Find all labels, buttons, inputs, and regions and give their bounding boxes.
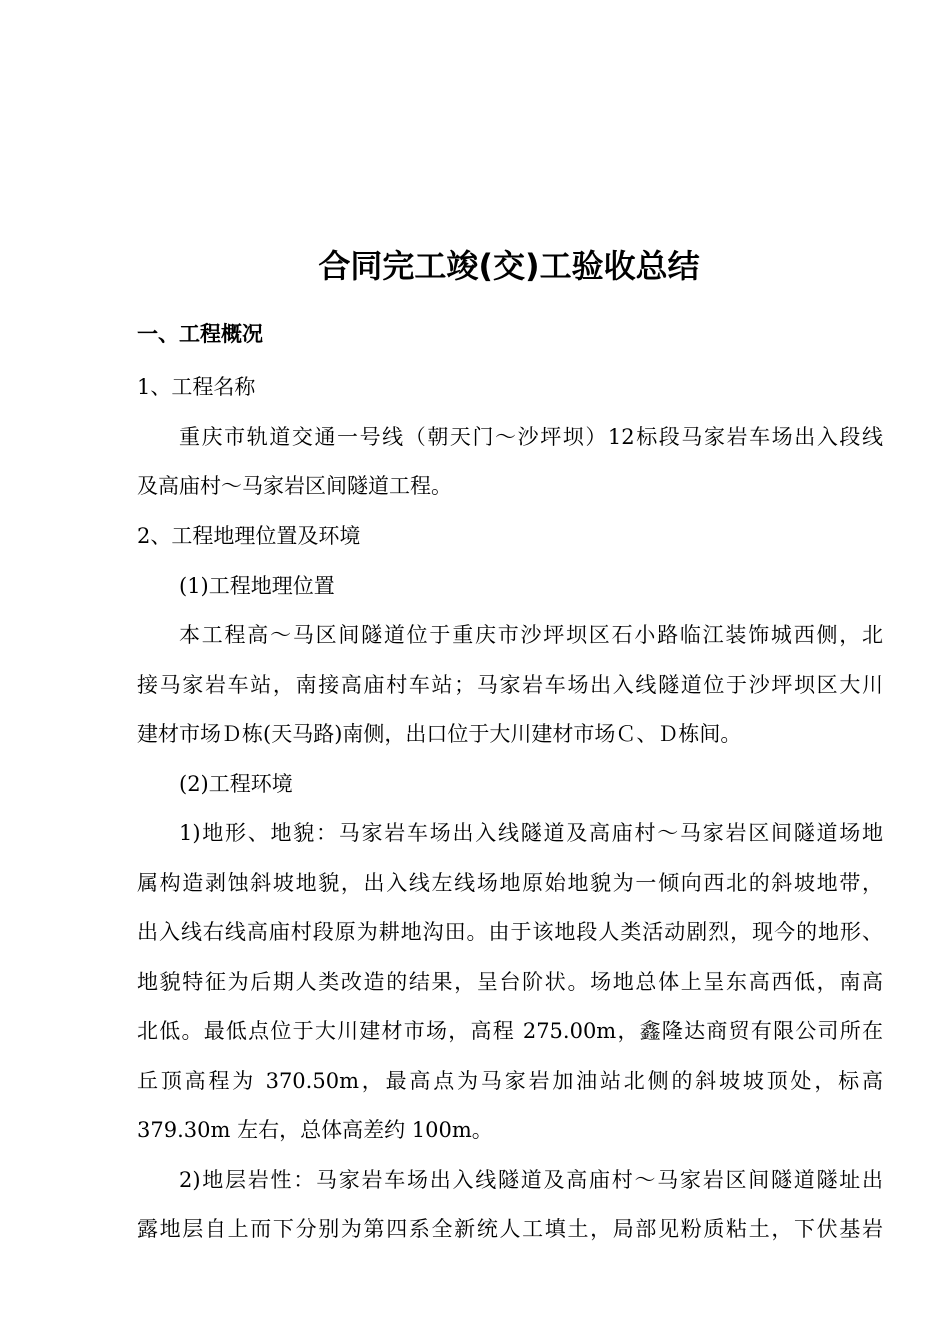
paragraph-line: 2)地层岩性：马家岩车场出入线隧道及高庙村～马家岩区间隧道隧址出: [179, 1167, 883, 1192]
paragraph-line: 379.30m 左右，总体高差约 100m。: [137, 1118, 493, 1142]
sub-item-label: (1)工程地理位置: [179, 573, 335, 598]
paragraph-line: 建材市场Ｄ栋(天马路)南侧，出口位于大川建材市场Ｃ、Ｄ栋间。: [137, 722, 742, 746]
paragraph-line: 本工程高～马区间隧道位于重庆市沙坪坝区石小路临江装饰城西侧，北: [179, 623, 883, 647]
section-heading-overview: 一、工程概况: [137, 322, 263, 346]
item-location-environment: [137, 512, 883, 1255]
item-label: 2、工程地理位置及环境: [137, 524, 361, 548]
paragraph-line: 属构造剥蚀斜坡地貌，出入线左线场地原始地貌为一倾向西北的斜坡地带，: [137, 870, 883, 895]
paragraph-line: 丘顶高程为 370.50m，最高点为马家岩加油站北侧的斜坡坡顶处，标高: [137, 1068, 883, 1093]
paragraph-line: 露地层自上而下分别为第四系全新统人工填土，局部见粉质粘土，下伏基岩: [137, 1217, 883, 1241]
paragraph-line: 地貌特征为后期人类改造的结果，呈台阶状。场地总体上呈东高西低，南高: [137, 969, 883, 994]
paragraph-line: 及高庙村～马家岩区间隧道工程。: [137, 474, 452, 498]
paragraph-line: 接马家岩车站，南接高庙村车站；马家岩车场出入线隧道位于沙坪坝区大川: [137, 672, 883, 697]
document-title: 合同完工竣(交)工验收总结: [318, 247, 700, 285]
paragraph-line: 出入线右线高庙村段原为耕地沟田。由于该地段人类活动剧烈，现今的地形、: [137, 920, 883, 944]
paragraph-line: 北低。最低点位于大川建材市场，高程 275.00m，鑫隆达商贸有限公司所在: [137, 1019, 883, 1043]
item-project-name: [137, 363, 883, 512]
paragraph-line: 重庆市轨道交通一号线（朝天门～沙坪坝）12标段马家岩车场出入段线: [179, 424, 883, 449]
sub-item-label: (2)工程环境: [179, 771, 293, 796]
item-label: 1、工程名称: [137, 375, 256, 399]
paragraph-line: 1)地形、地貌：马家岩车场出入线隧道及高庙村～马家岩区间隧道场地: [179, 821, 883, 845]
